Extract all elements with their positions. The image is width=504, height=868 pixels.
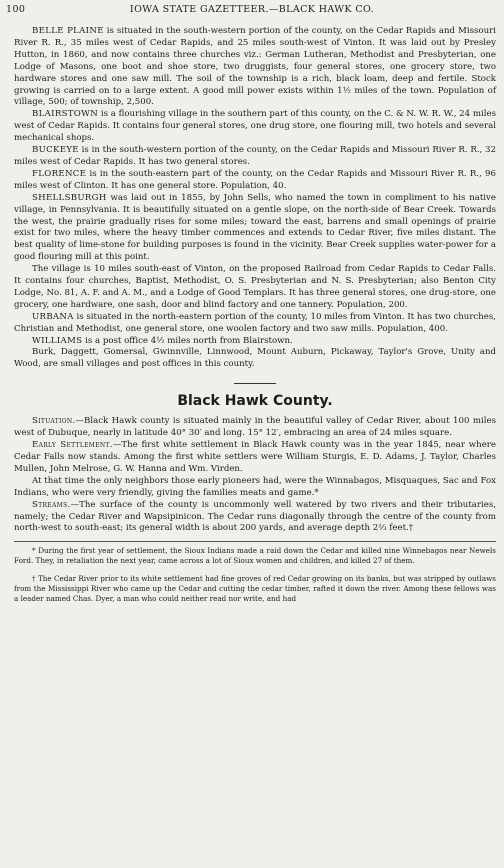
entry-name: BUCKEYE — [32, 145, 79, 156]
section-title: Black Hawk County. — [177, 393, 333, 410]
page-number: 100 — [6, 4, 26, 15]
entry-text: is a flourishing village in the southern part of this county, on the C. & N. W. R. W., 24 miles west of Cedar Rapids. It contains four general stores, one drug store, one flouring mill, two hotels and several mechanical shops. — [14, 109, 496, 144]
para-neighbors — [14, 476, 496, 500]
para-text: At that time the only neighbors those early pioneers had, were the Winnabagos, Misquaques, Sac and Fox Indians, who were very friendly, giving the families meats and game.* — [14, 475, 496, 498]
entry-text: is situated in the north-eastern portion of the county, 10 miles from Vinton. It has two churches, Christian and Methodist, one general store, one woolen factory and two saw mills. Population, 400. — [14, 311, 497, 334]
entry-blairstown — [14, 109, 496, 145]
running-header — [6, 4, 498, 18]
para-streams — [14, 500, 496, 536]
entry-name: FLORENCE — [32, 168, 87, 179]
page-body — [14, 26, 496, 603]
entry-belle-plaine — [14, 26, 496, 109]
entry-name: WILLIAMS — [32, 335, 83, 346]
entry-small-villages — [14, 347, 496, 371]
entry-florence — [14, 169, 496, 193]
para-lead: Early Settlement. — [32, 440, 113, 451]
town-entries — [14, 26, 496, 371]
entry-text: is situated in the south-western portion of the county, on the Cedar Rapids and Missouri River R. R., 35 miles west of Cedar Rapids, and 25 miles south-west of Vinton. It was laid out by Presley Hutton, in 1860, and now contains three churches viz.: German Lutheran, Methodist and Presbyterian, one Lodge of Masons, one boot and shoe store, two druggists, four general stores, one grocery store, two hardware stores and one saw mill. The soil of the township is a rich, black loam, deep and fertile. Stock growing is carried on to a large extent. A good mill power exists within 1½ miles of the town. Population of village, 500; of township, 2,500. — [14, 26, 496, 108]
entry-name: BLAIRSTOWN — [32, 109, 99, 120]
para-lead: Streams. — [32, 499, 71, 510]
section-divider — [234, 383, 276, 384]
entry-name: SHELLSBURGH — [32, 192, 107, 203]
entry-text: is a post office 4½ miles north from Blairstown. — [82, 335, 293, 346]
footnote-divider — [14, 541, 496, 542]
para-text: —Black Hawk county is situated mainly in the beautiful valley of Cedar River, about 100 miles west of Dubuque, nearly in latitude 40° 30′ and long. 15° 12′, embracing an area of 24 miles square. — [14, 416, 496, 439]
county-description — [14, 416, 496, 535]
entry-shellsburgh — [14, 193, 496, 264]
para-situation — [14, 416, 496, 440]
entry-buckeye — [14, 145, 496, 169]
entry-williams — [14, 336, 496, 348]
entry-urbana — [14, 312, 496, 336]
running-title: IOWA STATE GAZETTEER.—BLACK HAWK CO. — [129, 4, 375, 15]
entry-text: The village is 10 miles south-east of Vinton, on the proposed Railroad from Cedar Rapids to Cedar Falls. It contains four churches, Baptist, Methodist, O. S. Presbyterian and N. S. Presbyterian; also Benton City Lodge, No. 81, A. F. and A. M., and a Lodge of Good Templars. It has three general stores, one drug-store, one grocery, one hardware, one sash, door and blind factory and one tannery. Population, 200. — [14, 264, 496, 310]
footnote-2: † The Cedar River prior to its white settlement had fine groves of red Cedar growing on its banks, but was stripped by outlaws from the Mississippi River who came up the Cedar and cutting the cedar timber, rafted it down the river. Among these fellows was a leader named Chas. Dyer, a man who could neither read nor write, and had — [14, 573, 496, 603]
entry-shellsburgh-cont — [14, 264, 496, 312]
entry-text: Burk, Daggett, Gomersal, Gwinnville, Linnwood, Mount Auburn, Pickaway, Taylor's Grove, Unity and Wood, are small villages and post offices in this county. — [14, 347, 496, 370]
para-text: —The surface of the county is uncommonly well watered by two rivers and their tributaries, namely; the Cedar River and Wapsipinicon. The Cedar runs diagonally through the centre of the county from north-west to south-east; its general width is about 200 yards, and average depth 2⅔ feet.† — [14, 499, 496, 534]
para-early-settlement — [14, 440, 496, 476]
entry-name: BELLE PLAINE — [32, 26, 104, 36]
para-lead: Situation. — [32, 416, 76, 427]
para-text: —The first white settlement in Black Hawk county was in the year 1845, near where Cedar Falls now stands. Among the first white settlers were William Sturgis, E. D. Adams, J. Taylor, Charles Mullen, John Melrose, G. W. Hanna and Wm. Virden. — [14, 440, 496, 474]
entry-text: is in the south-western portion of the county, on the Cedar Rapids and Missouri River R. R., 32 miles west of Cedar Rapids. It has two general stores. — [14, 145, 496, 167]
footnote-1: * During the first year of settlement, the Sioux Indians made a raid down the Cedar and killed nine Winnebagos near Newels Ford. They, in retaliation the next year, came across a lot of Sioux women and children, and killed 27 of them. — [14, 546, 496, 566]
entry-text: is in the south-eastern part of the county, on the Cedar Rapids and Missouri River R. R., 96 miles west of Clinton. It has one general store. Population, 40. — [14, 168, 496, 191]
entry-text: was laid out in 1855, by John Sells, who named the town in compliment to his native village, in Pennsylvania. It is beautifully situated on a gentle slope, on the north-side of Bear Creek. Towards the west, the prairie gradually rises for some miles; toward the east, barrens and small openings of prairie exist for two miles, where the heavy timber commences and extends to Cedar River, five miles distant. The best quality of lime-stone for building purposes is found in the vicinity. Bear Creek supplies water-power for a good flouring mill at this point. — [14, 192, 496, 263]
entry-name: URBANA — [32, 311, 74, 322]
